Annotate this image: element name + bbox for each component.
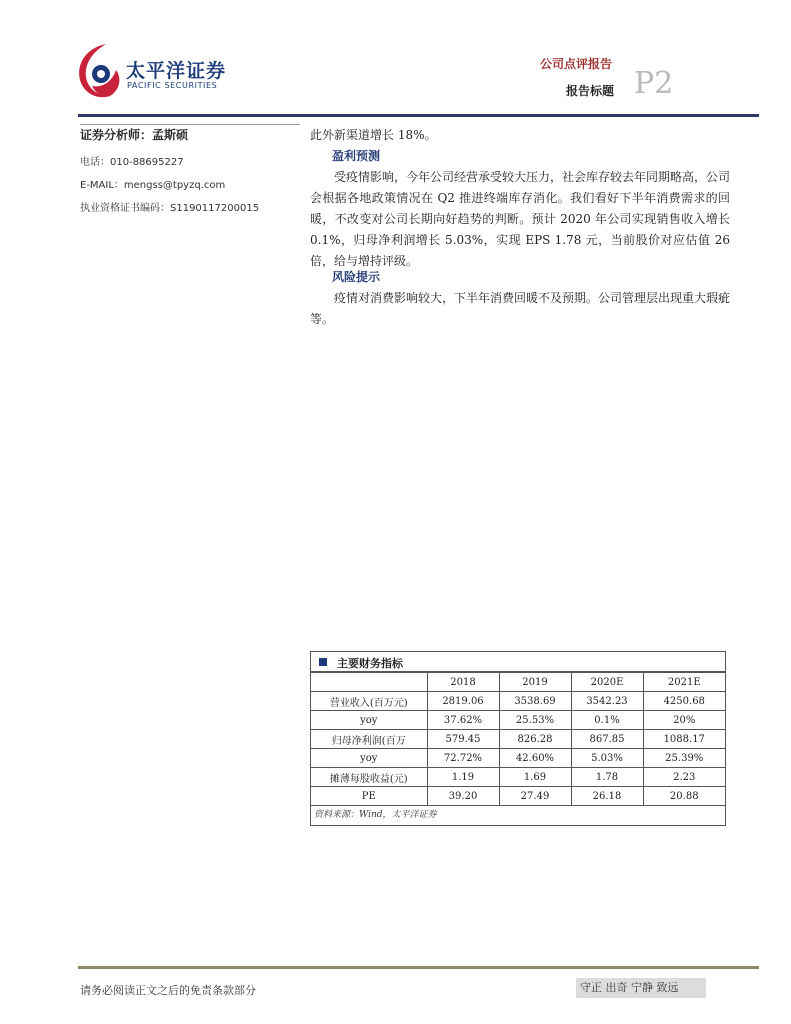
forecast-text: [310, 167, 730, 272]
footer-disclaimer: 请务必阅读正文之后的免责条款部分: [80, 984, 256, 997]
financial-table-grid: [311, 672, 725, 806]
value-cell: 826.28: [499, 730, 571, 749]
company-logo: [76, 42, 236, 102]
sidebar-top-rule: [80, 124, 300, 125]
section-title-forecast: 盈利预测: [332, 149, 381, 163]
value-cell: 3538.69: [499, 692, 571, 711]
row-label-cell: yoy: [311, 711, 427, 730]
row-label-cell: PE: [311, 787, 427, 806]
value-cell: 5.03%: [571, 749, 643, 768]
logo-text-cn: 太平洋证券: [126, 60, 227, 82]
value-cell: 0.1%: [571, 711, 643, 730]
value-cell: 579.45: [427, 730, 499, 749]
intro-paragraph: 此外新渠道增长 18%。: [310, 128, 437, 142]
row-label-cell: 摊薄每股收益(元): [311, 768, 427, 787]
row-label-cell: 归母净利润(百万: [311, 730, 427, 749]
value-cell: 1088.17: [643, 730, 725, 749]
page-number: P2: [634, 66, 674, 101]
value-cell: 72.72%: [427, 749, 499, 768]
value-cell: 37.62%: [427, 711, 499, 730]
logo-mark-icon: [76, 42, 122, 102]
table-row: [311, 768, 725, 787]
value-cell: 1.69: [499, 768, 571, 787]
value-cell: 2018: [427, 673, 499, 692]
value-cell: 2021E: [643, 673, 725, 692]
value-cell: 26.18: [571, 787, 643, 806]
value-cell: 39.20: [427, 787, 499, 806]
row-label-cell: [311, 673, 427, 692]
table-row: [311, 730, 725, 749]
header-divider: [78, 114, 759, 117]
intro-line: [310, 125, 730, 146]
table-title: 主要财务指标: [337, 657, 403, 670]
row-label-cell: yoy: [311, 749, 427, 768]
analyst-phone: 电话：010-88695227: [80, 157, 184, 168]
value-cell: 3542.23: [571, 692, 643, 711]
value-cell: 20%: [643, 711, 725, 730]
table-source: 资料来源：Wind，太平洋证券: [314, 810, 437, 820]
table-row: [311, 711, 725, 730]
analyst-license: 执业资格证书编码：S1190117200015: [80, 203, 260, 214]
value-cell: 25.53%: [499, 711, 571, 730]
report-type: 公司点评报告: [540, 57, 613, 71]
table-header-row: [311, 673, 725, 692]
value-cell: 2020E: [571, 673, 643, 692]
footer-motto: 守正 出奇 宁静 致远: [576, 978, 706, 998]
financial-indicators-table: [310, 651, 726, 826]
table-row: [311, 692, 725, 711]
logo-text-en: PACIFIC SECURITIES: [127, 81, 218, 90]
table-row: [311, 787, 725, 806]
value-cell: 1.19: [427, 768, 499, 787]
section-title-risk: 风险提示: [332, 270, 381, 284]
value-cell: 1.78: [571, 768, 643, 787]
footer-divider: [78, 966, 759, 969]
value-cell: 2019: [499, 673, 571, 692]
risk-paragraph: 疫情对消费影响较大，下半年消费回暖不及预期。公司管理层出现重大瑕疵等。: [310, 291, 731, 326]
value-cell: 867.85: [571, 730, 643, 749]
analyst-name: 证券分析师：孟斯硕: [80, 128, 189, 142]
value-cell: 2.23: [643, 768, 725, 787]
value-cell: 25.39%: [643, 749, 725, 768]
row-label-cell: 营业收入(百万元): [311, 692, 427, 711]
value-cell: 2819.06: [427, 692, 499, 711]
analyst-email: E-MAIL：mengss@tpyzq.com: [80, 180, 226, 191]
table-row: [311, 749, 725, 768]
report-title: 报告标题: [566, 84, 615, 98]
table-header: [311, 652, 725, 672]
risk-text: [310, 288, 730, 330]
value-cell: 27.49: [499, 787, 571, 806]
value-cell: 20.88: [643, 787, 725, 806]
forecast-paragraph: 受疫情影响，今年公司经营承受较大压力，社会库存较去年同期略高，公司会根据各地政策情况在 Q2 推进终端库存消化。我们看好下半年消费需求的回暖，不改变对公司长期向好趋势的判断。预计 2020 年公司实现销售收入增长 0.1%，归母净利润增长 5.03%，实现 EPS 1.78 元，当前股价对应估值 26 倍，给与增持评级。: [310, 170, 731, 268]
square-bullet-icon: [319, 658, 327, 666]
value-cell: 4250.68: [643, 692, 725, 711]
value-cell: 42.60%: [499, 749, 571, 768]
